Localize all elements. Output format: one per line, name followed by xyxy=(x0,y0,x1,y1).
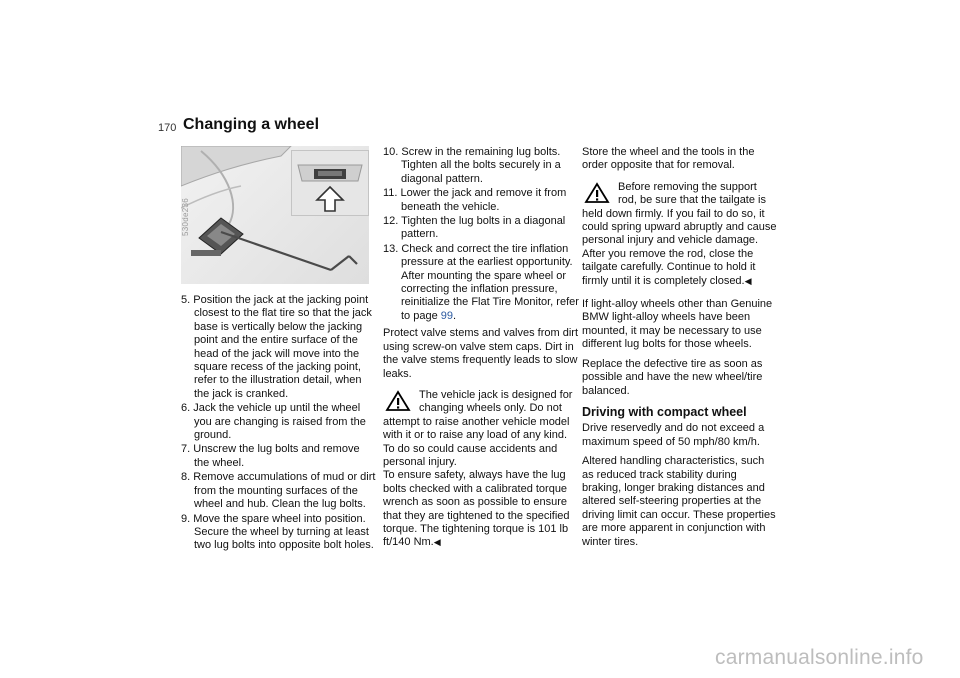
column-right xyxy=(582,146,778,555)
jack-illustration xyxy=(181,146,369,284)
drive-paragraph: Drive reservedly and do not exceed a maximum speed of 50 mph/80 km/h. xyxy=(582,422,765,448)
step-number: 7. xyxy=(181,443,191,456)
section-heading: Driving with compact wheel xyxy=(582,404,747,419)
arrow-up-icon xyxy=(315,185,345,213)
step-number: 5. xyxy=(181,294,191,306)
page-number: 170 xyxy=(158,122,177,134)
warning-triangle-icon xyxy=(385,390,411,412)
step-number: 11. xyxy=(383,187,398,200)
figure-code: 530de236 xyxy=(181,198,190,236)
warning-block-tailgate xyxy=(582,181,778,288)
step-text: Screw in the remaining lug bolts. Tighten all the bolts securely in a diagonal pattern. xyxy=(401,146,561,185)
steps-list-2 xyxy=(383,146,579,323)
list-item xyxy=(383,215,579,242)
step-text: Lower the jack and remove it from beneath the vehicle. xyxy=(400,187,567,213)
list-item xyxy=(181,294,377,401)
alloy-paragraph: If light-alloy wheels other than Genuine BMW light-alloy wheels have been mounted, it may be necessary to use different lug bolts for those wheels. xyxy=(582,298,773,351)
list-item xyxy=(181,513,377,553)
steps-list-1 xyxy=(181,294,377,553)
step-text-end: . xyxy=(453,309,457,322)
step-text: Jack the vehicle up until the wheel you are changing is raised from the ground. xyxy=(193,402,366,442)
replace-paragraph: Replace the defective tire as soon as possible and have the new wheel/tire balanced. xyxy=(582,357,763,397)
step-number: 10. xyxy=(383,146,399,158)
step-number: 6. xyxy=(181,402,191,415)
step-text: Unscrew the lug bolts and remove the wheel. xyxy=(193,443,360,469)
list-item xyxy=(383,146,579,186)
end-mark: ◀ xyxy=(433,537,441,548)
step-number: 8. xyxy=(181,471,191,484)
warning-triangle-icon xyxy=(584,182,610,204)
handling-paragraph: Altered handling characteristics, such as reduced track stability during braking, longer braking distances and altered self-steering properties at the driving limit can occur. These properties are more apparent in conjunction with winter tires. xyxy=(582,455,776,548)
warning-text-2: After you remove the rod, close the tailgate carefully. Continue to hold it firmly until it is completely closed. xyxy=(582,247,756,287)
column-middle xyxy=(383,146,579,556)
step-number: 12. xyxy=(383,215,399,228)
step-number: 9. xyxy=(181,512,191,525)
step-text: Position the jack at the jacking point closest to the flat tire so that the jack base is vertically below the jacking point and the entire surface of the head of the jack will move into the square recess of the jacking point, refer to the illustration detail, when the jack is cranked. xyxy=(193,294,372,400)
step-number: 13. xyxy=(383,242,399,255)
warning-block-jack xyxy=(383,389,579,550)
jacking-point-detail xyxy=(291,150,369,216)
list-item xyxy=(181,471,377,511)
store-paragraph: Store the wheel and the tools in the order opposite that for removal. xyxy=(582,146,755,172)
step-text: Move the spare wheel into position. Secure the wheel by turning at least two lug bolts into opposite bolt holes. xyxy=(193,512,374,552)
list-item xyxy=(383,243,579,323)
warning-text: The vehicle jack is designed for changing wheels only. Do not attempt to raise another vehicle model with it or to raise any load of any kind. To do so could cause accidents and personal injury. xyxy=(383,388,573,468)
warning-text: Before removing the support rod, be sure that the tailgate is held down firmly. If you fail to do so, it could spring upward abruptly and cause personal injury and vehicle damage. xyxy=(582,180,777,247)
warning-text-2: To ensure safety, always have the lug bolts checked with a calibrated torque wrench as soon as possible to ensure that they are tightened to the specified torque. The tightening torque is 101 lb ft/140 Nm. xyxy=(383,469,570,549)
footer-watermark: carmanualsonline.info xyxy=(715,646,924,669)
step-text: Check and correct the tire inflation pressure at the earliest opportunity. After mounting the spare wheel or correcting the inflation pressure, reinitialize the Flat Tire Monitor, refer to page xyxy=(401,242,579,322)
step-text: Remove accumulations of mud or dirt from the mounting surfaces of the wheel and hub. Clean the lug bolts. xyxy=(193,471,376,511)
list-item xyxy=(181,402,377,442)
step-text: Tighten the lug bolts in a diagonal pattern. xyxy=(401,215,566,241)
column-left xyxy=(181,294,377,554)
page-title: Changing a wheel xyxy=(183,116,320,133)
page-reference-link[interactable]: 99 xyxy=(440,309,454,322)
list-item xyxy=(181,443,377,470)
end-mark: ◀ xyxy=(744,275,752,286)
list-item xyxy=(383,187,579,214)
valve-paragraph: Protect valve stems and valves from dirt using screw-on valve stem caps. Dirt in the valve stems frequently leads to slow leaks. xyxy=(383,327,579,380)
